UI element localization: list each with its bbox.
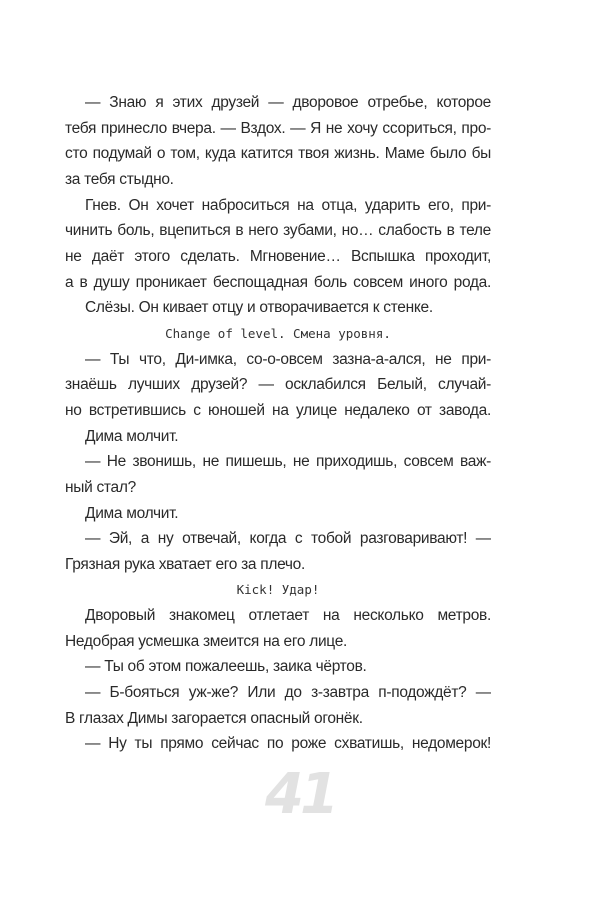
- text-line: Дворовый знакомец отлетает на несколько метров.: [85, 607, 491, 625]
- text-line: знаёшь лучших друзей? — осклабился Белый, случай-: [65, 376, 491, 394]
- text-line: тебя принесло вчера. — Вздох. — Я не хочу ссориться, про-: [65, 119, 491, 137]
- text-line: а в душу проникает беспощадная боль совсем иного рода.: [65, 273, 491, 291]
- page-text: [65, 90, 491, 757]
- text-line: — Б-бояться уж-же? Или до з-завтра п-подождёт? —: [85, 684, 491, 702]
- text-line: за тебя стыдно.: [65, 170, 174, 188]
- text-line: Гнев. Он хочет наброситься на отца, ударить его, при-: [85, 196, 491, 214]
- text-line: Грязная рука хватает его за плечо.: [65, 555, 305, 573]
- text-line: Дима молчит.: [85, 504, 179, 522]
- text-line: не даёт этого сделать. Мгновение… Вспышка проходит,: [65, 247, 491, 265]
- text-line: — Знаю я этих друзей — дворовое отребье, которое: [85, 94, 491, 111]
- text-line: но встретившись с юношей на улице недалеко от завода.: [65, 401, 491, 419]
- page-number: 41: [265, 762, 335, 827]
- text-line: — Ты об этом пожалеешь, заика чёртов.: [85, 658, 367, 676]
- text-line: чинить боль, вцепиться в него зубами, но… слабость в теле: [65, 222, 491, 240]
- game-message-line: Change of level. Смена уровня.: [165, 325, 391, 341]
- text-line: — Ты что, Ди-имка, со-о-овсем зазна-а-ался, не при-: [85, 350, 491, 368]
- text-line: — Ну ты прямо сейчас по роже схватишь, недомерок!: [85, 735, 491, 753]
- text-line: Недобрая усмешка змеится на его лице.: [65, 632, 348, 650]
- text-line: — Эй, а ну отвечай, когда с тобой разговаривают! —: [85, 530, 491, 548]
- text-line: — Не звонишь, не пишешь, не приходишь, совсем важ-: [85, 453, 491, 471]
- text-line: В глазах Димы загорается опасный огонёк.: [65, 709, 363, 727]
- text-line: сто подумай о том, куда катится твоя жизнь. Маме было бы: [65, 145, 491, 163]
- game-message-line: Kick! Удар!: [236, 582, 320, 598]
- text-line: Дима молчит.: [85, 427, 179, 445]
- text-line: ный стал?: [65, 478, 136, 496]
- text-line: Слёзы. Он кивает отцу и отворачивается к стенке.: [85, 299, 433, 317]
